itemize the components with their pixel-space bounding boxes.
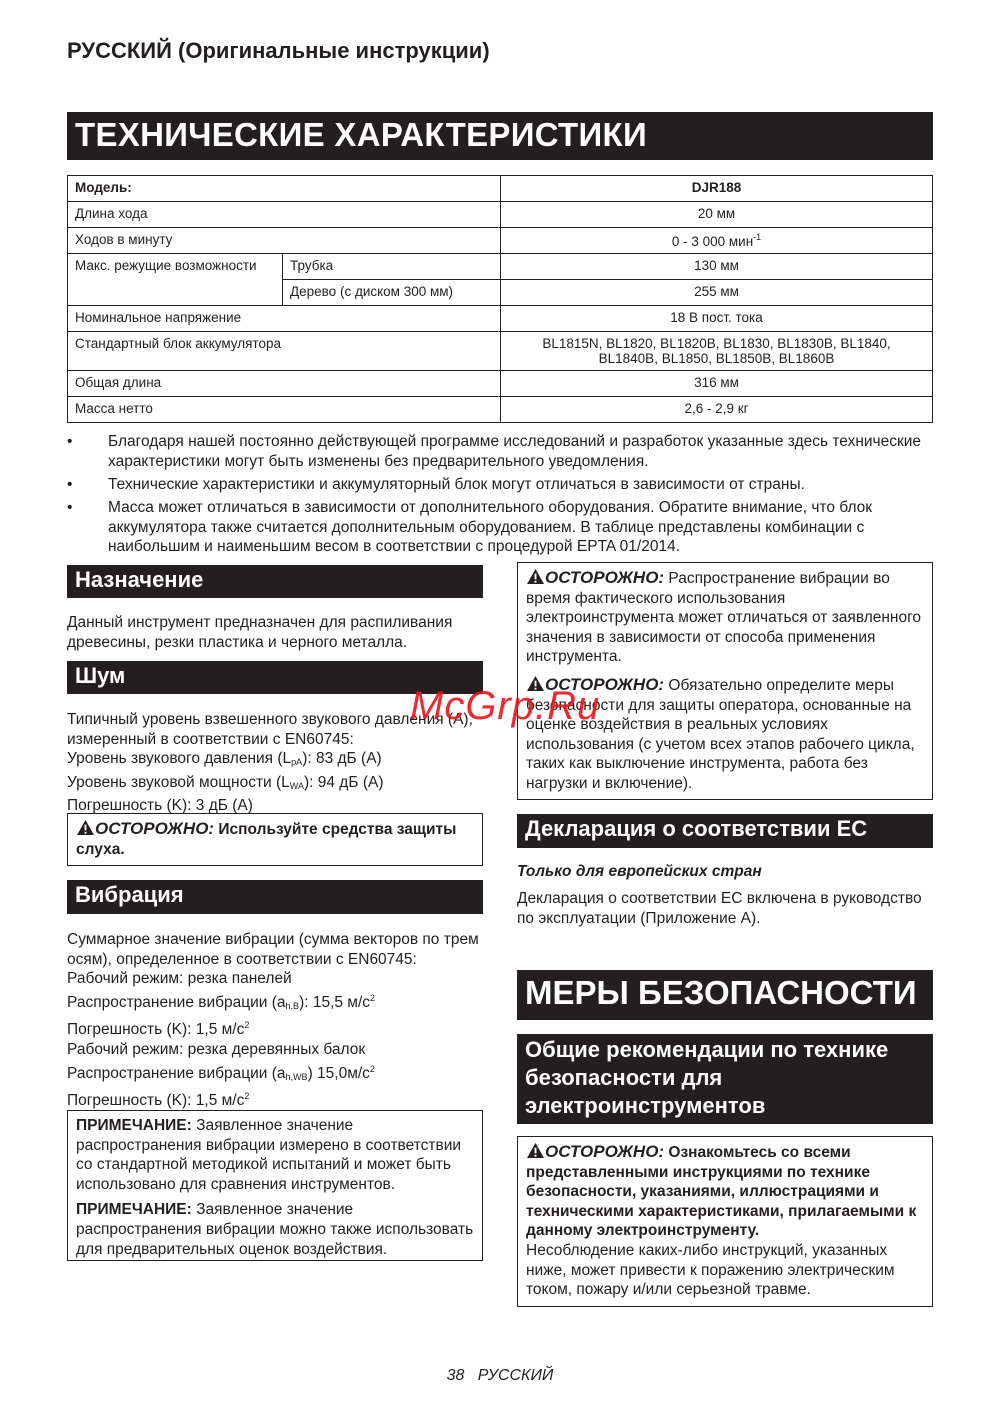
text: Погрешность (K): 1,5 м/с	[67, 1092, 245, 1110]
warning-label: ОСТОРОЖНО:	[545, 1142, 665, 1161]
superscript: 2	[244, 1091, 250, 1102]
work-mode: Рабочий режим: резка деревянных балок	[67, 1040, 366, 1058]
spec-note-text: Масса может отличаться в зависимости от дополнительного оборудования. Обратите внимание, что блок аккумулятора также считается дополнительным оборудованием. В таблице представлены комбинации с наибольшим и наименьшим весом в соответствии с процедурой EPTA 01/2014.	[108, 499, 873, 555]
warning-text: Несоблюдение каких-либо инструкций, указанных ниже, может привести к поражению электрическим током, пожару и/или серьезной травме.	[526, 1241, 895, 1299]
warning-bold-text: Ознакомьтесь со всеми представленными инструкциями по технике безопасности, указаниями, иллюстрациями и техническими характеристиками, прилагаемыми к данному электроинструменту.	[526, 1144, 917, 1240]
table-row	[68, 228, 933, 254]
spec-note	[67, 475, 937, 495]
text: ) 15,0м/с	[307, 1064, 370, 1082]
text: ): 94 дБ (A)	[303, 773, 384, 791]
noise-lpa	[67, 749, 483, 773]
text: Погрешность (K): 1,5 м/с	[67, 1021, 245, 1039]
noise-lwa	[67, 773, 483, 797]
warning-text: Используйте средства защиты слуха.	[76, 821, 457, 858]
purpose-text: Данный инструмент предназначен для распиливания древесины, резки пластика и черного металла.	[67, 614, 453, 651]
spec-value: 20 мм	[501, 202, 933, 228]
spec-value-sup: -1	[753, 232, 762, 242]
model-label: Модель:	[68, 176, 501, 202]
superscript: 2	[370, 992, 376, 1003]
table-row	[68, 202, 933, 228]
warning-text: Обязательно определите меры безопасности для защиты оператора, основанные на оценке воздействия в реальных условиях использования (с учетом всех этапов рабочего цикла, таких как выключение инструмента, работа без нагрузки и включение).	[526, 676, 915, 792]
subscript: h,WB	[285, 1071, 308, 1082]
superscript: 2	[369, 1063, 375, 1074]
spec-label: Макс. режущие возможности	[68, 254, 283, 306]
vibration-notes-box	[67, 1110, 483, 1261]
noise-warning-box	[67, 813, 483, 866]
bullet: •	[67, 476, 73, 493]
note	[76, 1200, 474, 1259]
text: ): 83 дБ (A)	[302, 750, 382, 768]
spec-value: 18 В пост. тока	[501, 306, 933, 332]
warning-icon	[76, 819, 95, 836]
warning-icon	[526, 1142, 545, 1159]
text: Уровень звуковой мощности (L	[67, 773, 290, 791]
spec-label: Номинальное напряжение	[68, 306, 501, 332]
table-row	[68, 176, 933, 202]
vibration-intro: Суммарное значение вибрации (сумма векторов по трем осям), определенное в соответствии с EN60745:	[67, 931, 479, 968]
text: Распространение вибрации (a	[67, 993, 286, 1011]
page-footer	[0, 1367, 1000, 1385]
spec-label: Ходов в минуту	[68, 228, 501, 254]
spec-sublabel: Дерево (с диском 300 мм)	[283, 280, 501, 306]
vibration-warnings-box	[517, 562, 933, 800]
note-label: ПРИМЕЧАНИЕ:	[76, 1117, 192, 1134]
safety-warning-box	[517, 1136, 933, 1307]
language-header: РУССКИЙ (Оригинальные инструкции)	[67, 38, 490, 63]
table-row	[68, 306, 933, 332]
warning-label: ОСТОРОЖНО:	[95, 819, 215, 838]
spec-value: 2,6 - 2,9 кг	[501, 397, 933, 423]
spec-value: 130 мм	[501, 254, 933, 280]
noise-uncertainty: Погрешность (K): 3 дБ (A)	[67, 797, 253, 815]
table-row	[68, 254, 933, 280]
spec-value: 316 мм	[501, 371, 933, 397]
ec-text: Декларация о соответствии ЕС включена в руководство по эксплуатации (Приложение A).	[517, 890, 922, 927]
table-row	[68, 371, 933, 397]
table-row	[68, 397, 933, 423]
text: Распространение вибрации (a	[67, 1064, 286, 1082]
spec-value-text: 0 - 3 000 мин	[671, 234, 754, 249]
work-mode: Рабочий режим: резка панелей	[67, 970, 292, 988]
warning	[526, 568, 924, 667]
bullet: •	[67, 433, 73, 450]
note	[76, 1116, 474, 1194]
spec-label: Длина хода	[68, 202, 501, 228]
spec-value: BL1815N, BL1820, BL1820B, BL1830, BL1830B, BL1840, BL1840B, BL1850, BL1850B, BL1860B	[501, 332, 933, 371]
noise-heading: Шум	[67, 661, 483, 694]
spec-note	[67, 498, 937, 557]
footer-language: РУССКИЙ	[477, 1367, 554, 1384]
subscript: pA	[291, 757, 303, 768]
watermark: McGrp.Ru	[410, 684, 601, 728]
noise-intro: Типичный уровень взвешенного звукового давления (A), измеренный в соответствии с EN60745:	[67, 711, 473, 748]
vibration-uncertainty	[67, 1087, 483, 1111]
note-text: Заявленное значение распространения вибрации можно также использовать для предварительных оценок воздействия.	[76, 1201, 474, 1258]
ec-subtitle: Только для европейских стран	[517, 863, 762, 880]
superscript: 2	[244, 1020, 250, 1031]
note-text: Заявленное значение распространения вибрации измерено в соответствии со стандартной методикой испытаний и может быть использовано для сравнения инструментов.	[76, 1117, 462, 1193]
ec-heading: Декларация о соответствии ЕС	[517, 814, 933, 848]
spec-note-text: Технические характеристики и аккумуляторный блок могут отличаться в зависимости от страны.	[108, 476, 805, 493]
vibration-emission	[67, 1060, 483, 1088]
vibration-emission	[67, 989, 483, 1017]
text: Уровень звукового давления (L	[67, 750, 292, 768]
purpose-heading: Назначение	[67, 565, 483, 598]
table-row	[68, 332, 933, 371]
spec-label: Общая длина	[68, 371, 501, 397]
page-number: 38	[446, 1367, 465, 1384]
subscript: WA	[289, 780, 304, 791]
spec-note	[67, 432, 937, 471]
warning-icon	[526, 568, 545, 585]
vibration-text	[67, 930, 483, 1111]
warning-label: ОСТОРОЖНО:	[545, 674, 665, 694]
vibration-heading: Вибрация	[67, 880, 483, 914]
spec-label: Масса нетто	[68, 397, 501, 423]
spec-note-text: Благодаря нашей постоянно действующей программе исследований и разработок указанные здесь технические характеристики могут быть изменены без предварительного уведомления.	[108, 433, 922, 470]
safety-title: МЕРЫ БЕЗОПАСНОСТИ	[517, 970, 933, 1020]
spec-label: Стандартный блок аккумулятора	[68, 332, 501, 371]
spec-sublabel: Трубка	[283, 254, 501, 280]
vibration-uncertainty	[67, 1016, 483, 1040]
spec-value: 255 мм	[501, 280, 933, 306]
safety-subtitle: Общие рекомендации по технике безопасности для электроинструментов	[517, 1034, 933, 1124]
bullet: •	[67, 499, 73, 516]
warning-label: ОСТОРОЖНО:	[545, 568, 665, 587]
specs-title: ТЕХНИЧЕСКИЕ ХАРАКТЕРИСТИКИ	[67, 112, 933, 160]
model-value: DJR188	[501, 176, 933, 202]
note-label: ПРИМЕЧАНИЕ:	[76, 1201, 192, 1219]
specs-table	[67, 175, 933, 423]
spec-value	[501, 228, 933, 254]
subscript: h,B	[285, 1000, 300, 1011]
warning-text: Распространение вибрации во время фактического использования электроинструмента может отличаться от заявленного значения в зависимости от способа применения инструмента.	[526, 570, 922, 666]
text: ): 15,5 м/с	[299, 993, 371, 1011]
